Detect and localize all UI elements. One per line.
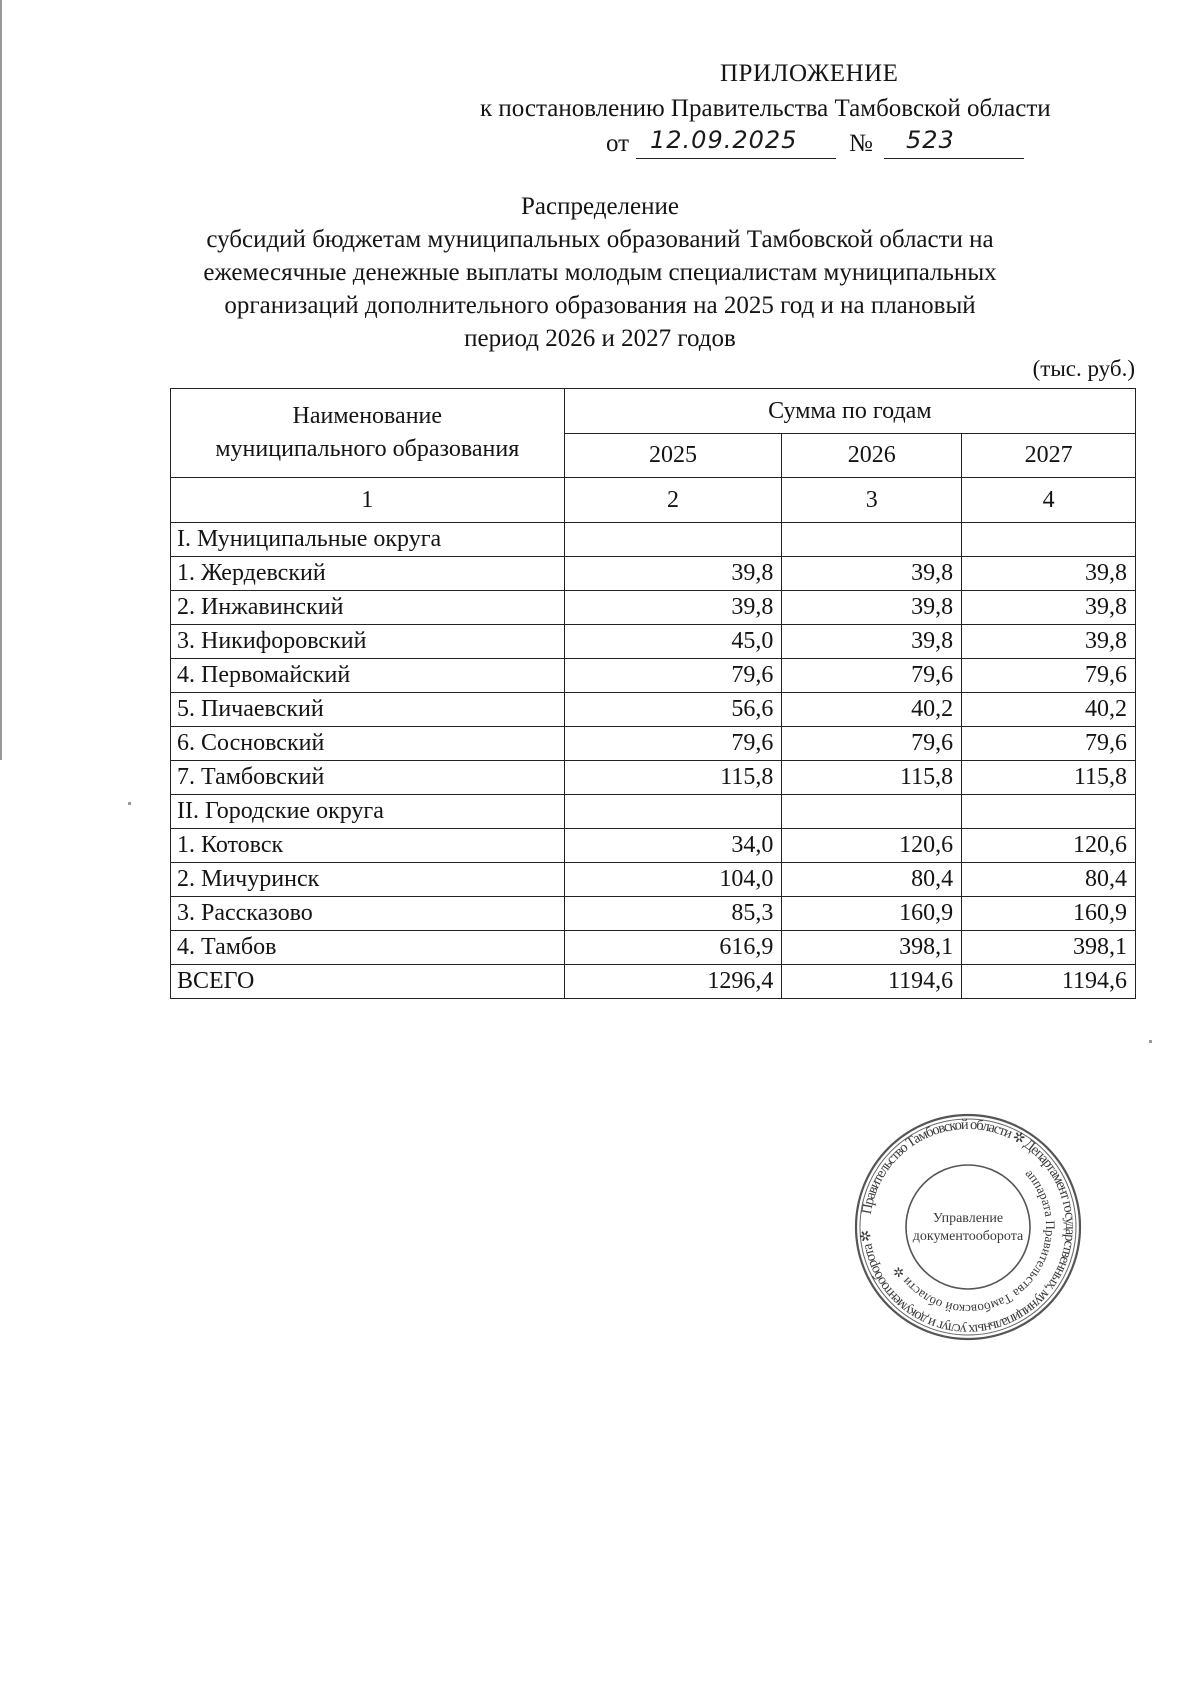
- number-underline: [884, 158, 1024, 159]
- table-row: [171, 523, 1136, 557]
- title-line: организаций дополнительного образования на 2025 год и на плановый: [224, 292, 976, 319]
- value-2025: 79,6: [564, 727, 782, 761]
- row-name: 2. Инжавинский: [171, 591, 565, 625]
- title-line: субсидий бюджетам муниципальных образований Тамбовской области на: [206, 226, 994, 253]
- row-name: II. Городские округа: [171, 795, 565, 829]
- value-2027: 398,1: [962, 931, 1136, 965]
- value-2026: 160,9: [782, 897, 962, 931]
- official-seal-icon: [853, 1112, 1083, 1342]
- scan-edge-mark: [0, 0, 2, 760]
- seal-center-line2: документооборота: [912, 1229, 1024, 1244]
- row-name: 3. Никифоровский: [171, 625, 565, 659]
- number-prefix: №: [849, 130, 873, 157]
- value-2025: [564, 523, 782, 557]
- table-row-total: [171, 965, 1136, 999]
- value-2025: [564, 795, 782, 829]
- row-name: 4. Первомайский: [171, 659, 565, 693]
- row-name: 2. Мичуринск: [171, 863, 565, 897]
- table-row: [171, 931, 1136, 965]
- seal-outer-ring-text: Правительство Тамбовской области ✲ Департамент государственных, муниципальных услуг и документооборота ✲: [857, 1116, 1079, 1338]
- units-label: (тыс. руб.): [1032, 356, 1135, 381]
- decree-date-number: [606, 128, 1026, 164]
- value-2027: 80,4: [962, 863, 1136, 897]
- column-header-year: 2025: [564, 434, 782, 478]
- value-2026: 39,8: [782, 591, 962, 625]
- value-2025: 85,3: [564, 897, 782, 931]
- value-2027: 40,2: [962, 693, 1136, 727]
- row-name: 1. Жердевский: [171, 557, 565, 591]
- column-header-sum: Сумма по годам: [564, 389, 1135, 434]
- value-2027: 39,8: [962, 591, 1136, 625]
- title-line: ежемесячные денежные выплаты молодым специалистам муниципальных: [203, 259, 997, 286]
- row-name: ВСЕГО: [171, 965, 565, 999]
- value-2026: 1194,6: [782, 965, 962, 999]
- table-row: [171, 795, 1136, 829]
- value-2026: 39,8: [782, 625, 962, 659]
- value-2025: 39,8: [564, 591, 782, 625]
- table-row: [171, 591, 1136, 625]
- appendix-subtitle: к постановлению Правительства Тамбовской области: [480, 95, 1051, 122]
- seal-center-line1: Управление: [932, 1211, 1004, 1226]
- date-prefix: от: [606, 130, 630, 157]
- value-2025: 39,8: [564, 557, 782, 591]
- row-name: 1. Котовск: [171, 829, 565, 863]
- value-2026: 79,6: [782, 727, 962, 761]
- scan-speck: [128, 802, 131, 805]
- column-header-year: 2027: [962, 434, 1136, 478]
- row-name: 4. Тамбов: [171, 931, 565, 965]
- table-row: [171, 863, 1136, 897]
- value-2027: 115,8: [962, 761, 1136, 795]
- table-row: [171, 761, 1136, 795]
- value-2026: 398,1: [782, 931, 962, 965]
- table-row: [171, 829, 1136, 863]
- subsidy-table: [170, 388, 1136, 999]
- scan-speck: [1149, 1040, 1152, 1043]
- value-2026: [782, 795, 962, 829]
- value-2027: 39,8: [962, 625, 1136, 659]
- appendix-label: ПРИЛОЖЕНИЕ: [720, 60, 899, 87]
- value-2027: 160,9: [962, 897, 1136, 931]
- title-line: Распределение: [521, 193, 679, 220]
- row-name: 6. Сосновский: [171, 727, 565, 761]
- value-2025: 45,0: [564, 625, 782, 659]
- document-title: [150, 190, 1050, 355]
- date-underline: [636, 158, 836, 159]
- row-name: 7. Тамбовский: [171, 761, 565, 795]
- column-number: 3: [782, 478, 962, 523]
- table-row: [171, 659, 1136, 693]
- value-2026: 40,2: [782, 693, 962, 727]
- value-2025: 115,8: [564, 761, 782, 795]
- value-2025: 104,0: [564, 863, 782, 897]
- value-2025: 79,6: [564, 659, 782, 693]
- column-number: 1: [171, 478, 565, 523]
- title-line: период 2026 и 2027 годов: [464, 325, 736, 352]
- value-2025: 1296,4: [564, 965, 782, 999]
- value-2027: [962, 523, 1136, 557]
- table-row: [171, 897, 1136, 931]
- table-row: [171, 693, 1136, 727]
- column-header-name-line: Наименование: [292, 403, 443, 429]
- column-number: 4: [962, 478, 1136, 523]
- handwritten-date: 12.09.2025: [650, 126, 798, 154]
- value-2025: 616,9: [564, 931, 782, 965]
- value-2026: 79,6: [782, 659, 962, 693]
- seal-inner-ring-text: аппарата Правительства Тамбовской области ✲: [889, 1165, 1059, 1318]
- value-2026: 115,8: [782, 761, 962, 795]
- column-header-name-line: муниципального образования: [215, 436, 520, 462]
- value-2026: 39,8: [782, 557, 962, 591]
- row-name: 5. Пичаевский: [171, 693, 565, 727]
- table-row: [171, 625, 1136, 659]
- column-number: 2: [564, 478, 782, 523]
- value-2027: [962, 795, 1136, 829]
- value-2027: 120,6: [962, 829, 1136, 863]
- value-2027: 79,6: [962, 659, 1136, 693]
- value-2026: 80,4: [782, 863, 962, 897]
- table-row: [171, 557, 1136, 591]
- row-name: 3. Рассказово: [171, 897, 565, 931]
- column-header-year: 2026: [782, 434, 962, 478]
- column-header-name: [171, 389, 565, 478]
- value-2027: 39,8: [962, 557, 1136, 591]
- value-2026: 120,6: [782, 829, 962, 863]
- value-2027: 79,6: [962, 727, 1136, 761]
- handwritten-number: 523: [906, 126, 955, 154]
- row-name: I. Муниципальные округа: [171, 523, 565, 557]
- value-2027: 1194,6: [962, 965, 1136, 999]
- value-2025: 56,6: [564, 693, 782, 727]
- value-2025: 34,0: [564, 829, 782, 863]
- value-2026: [782, 523, 962, 557]
- table-row: [171, 727, 1136, 761]
